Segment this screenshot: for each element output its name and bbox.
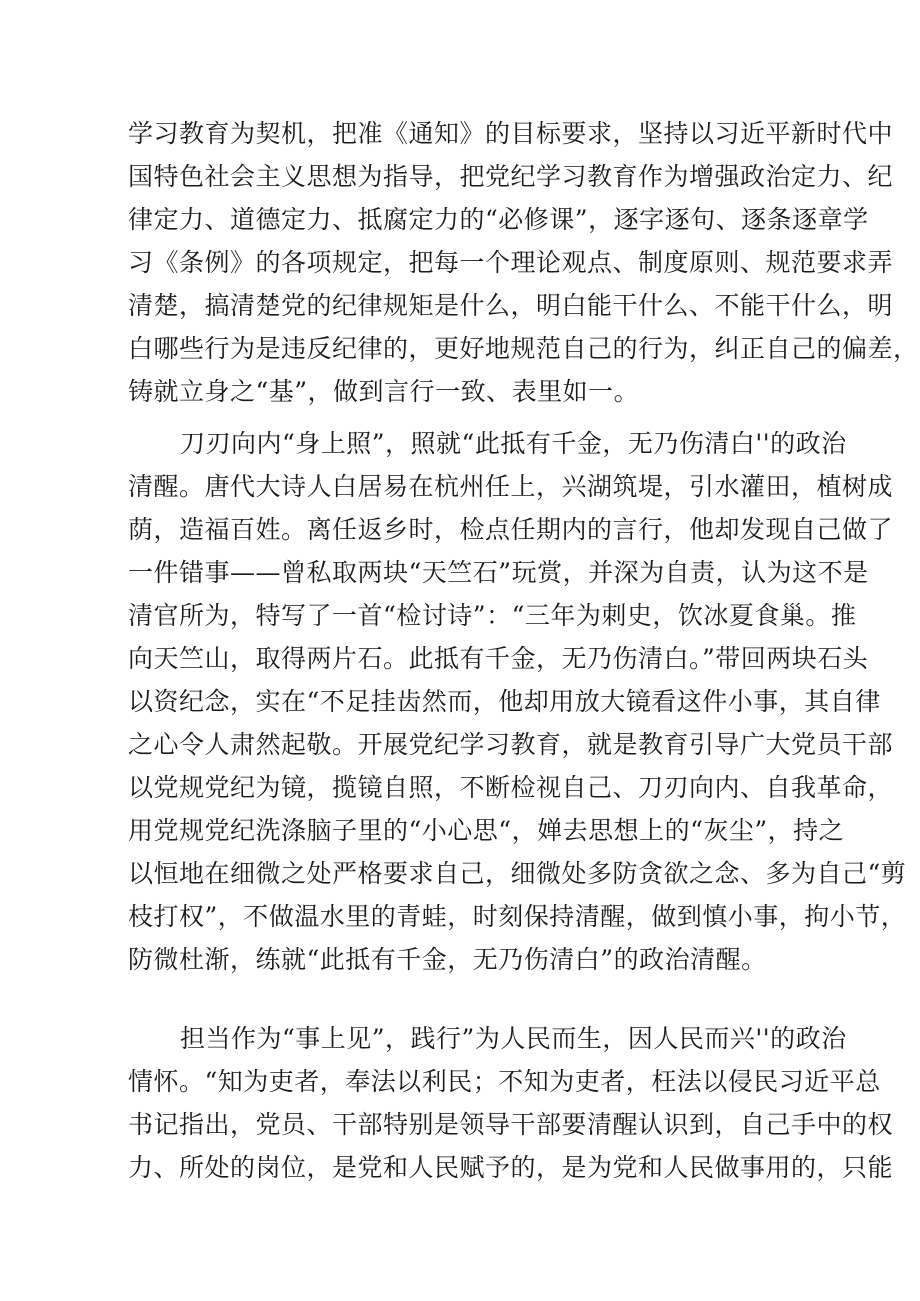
text-line: 之心令人肃然起敬。开展党纪学习教育，就是教育引导广大党员干部: [128, 730, 894, 759]
text-line: 书记指出，党员、干部特别是领导干部要清醒认识到，自己手中的权: [128, 1110, 894, 1139]
text-line: 以恒地在细微之处严格要求自己，细微处多防贪欲之念、多为自己“剪: [128, 859, 907, 888]
text-line: 清楚，搞清楚党的纪律规矩是什么，明白能干什么、不能干什么，明: [128, 291, 894, 320]
text-line: 国特色社会主义思想为指导，把党纪学习教育作为增强政治定力、纪: [128, 162, 894, 191]
text-line: 担当作为“事上见”，践行”为人民而生，因人民而兴''的政治: [180, 1024, 847, 1053]
text-line: 以资纪念，实在“不足挂齿然而，他却用放大镜看这件小事，其自律: [128, 687, 881, 716]
text-line: 以党规党纪为镜，揽镜自照，不断检视自己、刀刃向内、自我革命，: [128, 773, 894, 802]
text-line: 防微杜渐，练就“此抵有千金，无乃伤清白”的政治清醒。: [128, 945, 767, 974]
text-line: 律定力、道德定力、抵腐定力的“必修课”，逐字逐句、逐条逐章学: [128, 205, 869, 234]
paragraph-3: [128, 1017, 894, 1189]
text-line: 白哪些行为是违反纪律的，更好地规范自己的行为，纠正自己的偏差，: [128, 334, 919, 363]
text-line: 荫，造福百姓。离任返乡时，检点任期内的言行，他却发现自己做了: [128, 515, 894, 544]
text-line: 一件错事——曾私取两块“天竺石”玩赏，并深为自责，认为这不是: [128, 558, 869, 587]
text-line: 清醒。唐代大诗人白居易在杭州任上，兴湖筑堤，引水灌田，植树成: [128, 472, 894, 501]
text-line: 清官所为，特写了一首“检讨诗”：“三年为刺史，饮冰夏食巢。推: [128, 601, 857, 630]
text-line: 用党规党纪洗涤脑子里的“小心思“，婵去思想上的“灰尘”，持之: [128, 816, 845, 845]
text-line: 铸就立身之“基”，做到言行一致、表里如一。: [128, 377, 640, 406]
paragraph-1: [128, 112, 919, 413]
text-line: 刀刃向内“身上照”，照就“此抵有千金，无乃伤清白''的政治: [180, 429, 847, 458]
text-line: 力、所处的岗位，是党和人民赋予的，是为党和人民做事用的，只能: [128, 1153, 894, 1182]
text-line: 枝打权”，不做温水里的青蛙，时刻保持清醒，做到慎小事，拘小节，: [128, 902, 907, 931]
text-line: 向天竺山，取得两片石。此抵有千金，无乃伤清白。”带回两块石头: [128, 644, 869, 673]
text-line: 学习教育为契机，把准《通知》的目标要求，坚持以习近平新时代中: [128, 119, 894, 148]
paragraph-2: [128, 422, 907, 981]
text-line: 情怀。“知为吏者，奉法以利民；不知为吏者，枉法以侵民习近平总: [128, 1067, 881, 1096]
text-line: 习《条例》的各项规定，把每一个理论观点、制度原则、规范要求弄: [128, 248, 894, 277]
